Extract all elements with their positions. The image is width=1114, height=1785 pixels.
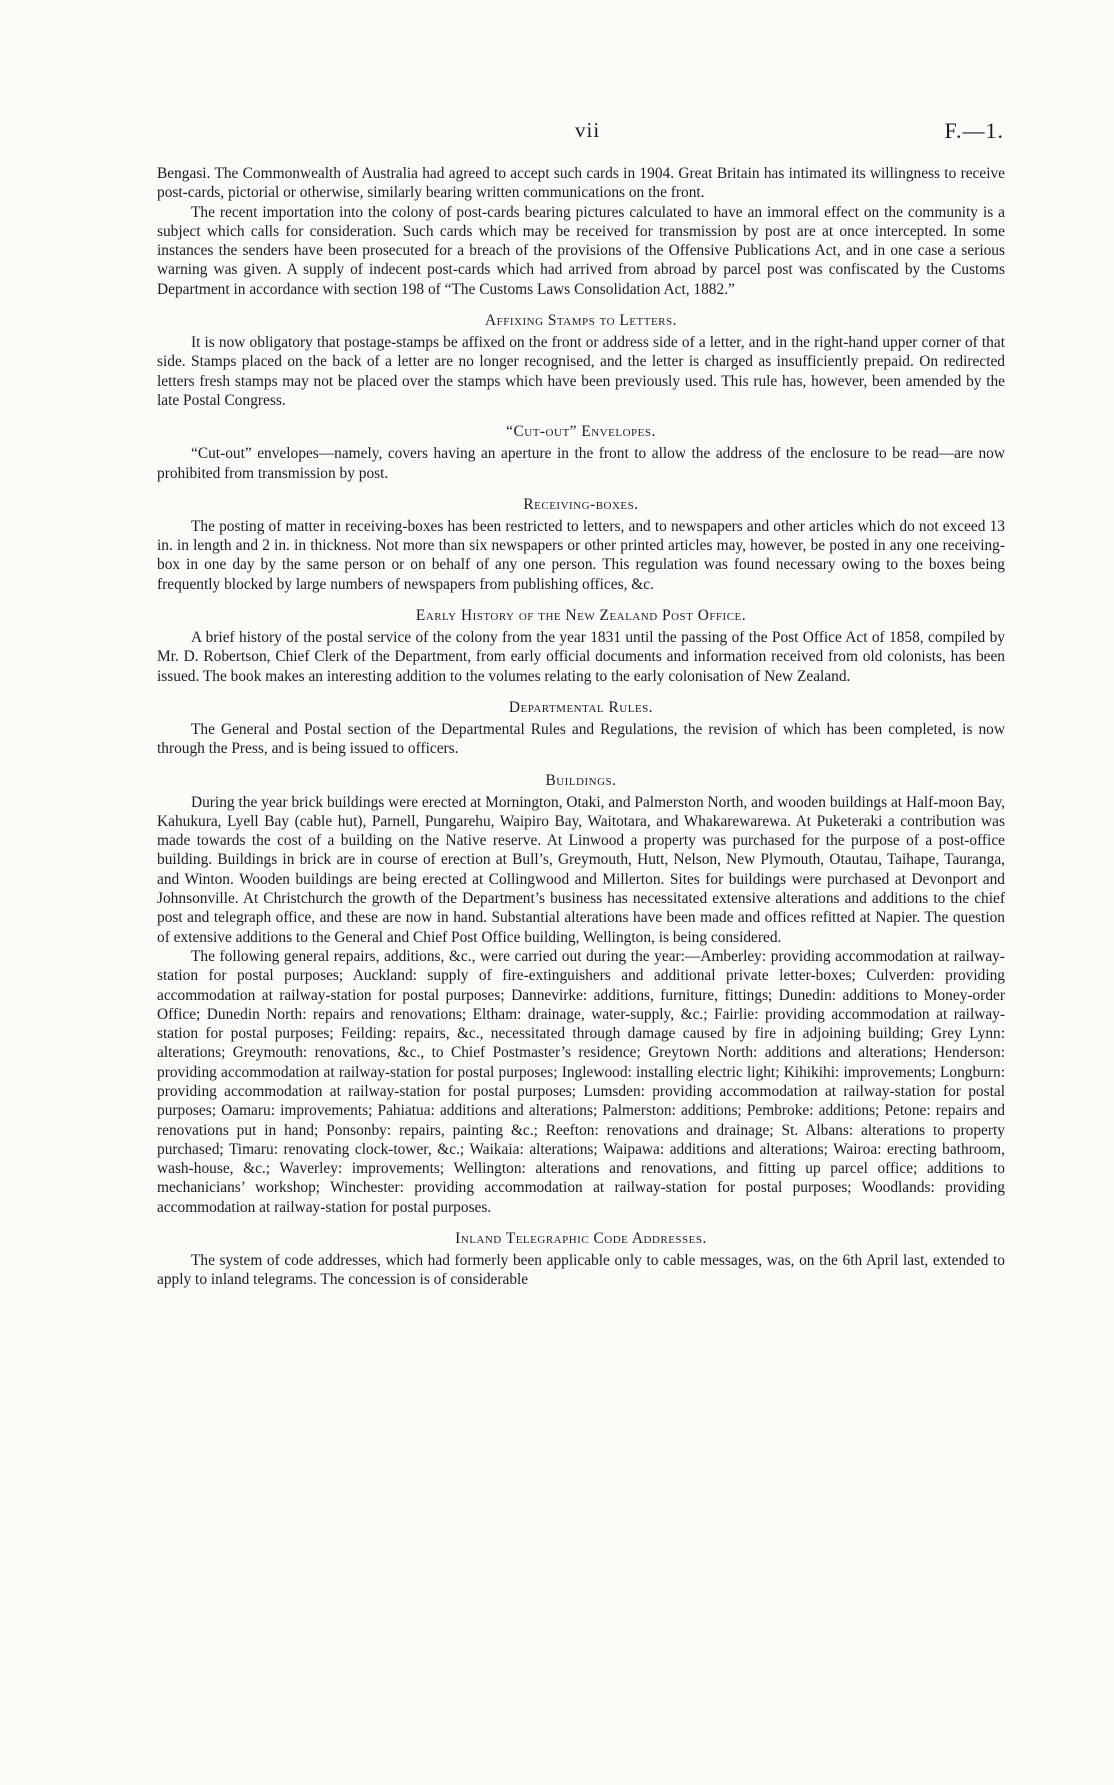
heading-departmental-rules: Departmental Rules. xyxy=(508,698,654,716)
document-body xyxy=(157,164,1005,1290)
document-reference: F.—1. xyxy=(944,118,1004,143)
paragraph-early-history: A brief history of the postal service of the colony from the year 1831 until the passing of the Post Office Act of 1858, compiled by Mr. D. Robertson, Chief Clerk of the Department, from early official documents and information received from old colonists, has been issued. The book makes an interesting addition to the volumes relating to the early colonisation of New Zealand. xyxy=(157,629,1005,685)
paragraph-general-repairs: The following general repairs, additions, &c., were carried out during the year:—Amberley: providing accommodation at railway-station for postal purposes; Auckland: supply of fire-extinguishers and additional private letter-boxes; Culverden: providing accommodation at railway-station for postal purposes; Dannevirke: additions, furniture, fittings; Dunedin: additions to Money-order Office; Dunedin North: repairs and renovations; Eltham: drainage, water-supply, &c.; Fairlie: providing accommodation at railway-station for postal purposes; Feilding: repairs, &c., necessitated through damage caused by fire in adjoining building; Grey Lynn: alterations; Greymouth: renovations, &c., to Chief Postmaster’s residence; Greytown North: additions and alterations; Henderson: providing accommodation at railway-station for postal purposes; Inglewood: installing electric light; Kihikihi: improvements; Longburn: providing accommodation at railway-station for postal purposes; Lumsden: providing accommodation at railway-station for postal purposes; Oamaru: improvements; Pahiatua: additions and alterations; Palmerston: additions; Pembroke: additions; Petone: repairs and renovations put in hand; Ponsonby: repairs, painting &c.; Reefton: renovations and drainage; St. Albans: alterations to property purchased; Timaru: renovating clock-tower, &c.; Waikaia: alterations; Waipawa: additions and alterations; Wairoa: erecting bathroom, wash-house, &c.; Waverley: improvements; Wellington: alterations and renovations, and fitting up parcel office; additions to mechanicians’ workshop; Winchester: providing accommodation at railway-station for postal purposes; Woodlands: providing accommodation at railway-station for postal purposes. xyxy=(157,947,1005,1216)
heading-affixing-stamps: Affixing Stamps to Letters. xyxy=(485,312,677,330)
paragraph-cut-out-envelopes: “Cut-out” envelopes—namely, covers having an aperture in the front to allow the address of the enclosure to be read—are now prohibited from transmission by post. xyxy=(157,445,1005,482)
paragraph-immoral-postcards: The recent importation into the colony of post-cards bearing pictures calculated to have an immoral effect on the community is a subject which calls for consideration. Such cards which may be received for transmission by post are at once intercepted. In some instances the senders have been prosecuted for a breach of the provisions of the Offensive Publications Act, and in one case a serious warning was given. A supply of indecent post-cards which had arrived from abroad by parcel post was confiscated by the Customs Department in accordance with section 198 of “The Customs Laws Consolidation Act, 1882.” xyxy=(157,203,1005,298)
paragraph-affixing-stamps: It is now obligatory that postage-stamps be affixed on the front or address side of a letter, and in the right-hand upper corner of that side. Stamps placed on the back of a letter are no longer recognised, and the letter is charged as insufficiently prepaid. On redirected letters fresh stamps may not be placed over the stamps which have been previously used. This rule has, however, been amended by the late Postal Congress. xyxy=(157,334,1005,409)
heading-buildings: Buildings. xyxy=(545,771,617,789)
heading-early-history: Early History of the New Zealand Post Office. xyxy=(415,607,747,625)
paragraph-departmental-rules: The General and Postal section of the Departmental Rules and Regulations, the revision of which has been completed, is now through the Press, and is being issued to officers. xyxy=(157,720,1005,758)
paragraph-intro: Bengasi. The Commonwealth of Australia had agreed to accept such cards in 1904. Great Britain has intimated its willingness to receive post-cards, pictorial or otherwise, similarly bearing written communications on the front. xyxy=(157,165,1005,202)
heading-cut-out-envelopes: “Cut-out” Envelopes. xyxy=(506,423,656,441)
heading-code-addresses: Inland Telegraphic Code Addresses. xyxy=(455,1230,707,1248)
paragraph-code-addresses: The system of code addresses, which had formerly been applicable only to cable messages, was, on the 6th April last, extended to apply to inland telegrams. The concession is of considerable xyxy=(157,1252,1005,1289)
heading-receiving-boxes: Receiving-boxes. xyxy=(523,495,639,513)
page-number: vii xyxy=(575,118,601,142)
paragraph-receiving-boxes: The posting of matter in receiving-boxes has been restricted to letters, and to newspapers and other articles which do not exceed 13 in. in length and 2 in. in thickness. Not more than six newspapers or other printed articles may, however, be posted in any one receiving-box in one day by the same person or on behalf of any one person. This regulation was found necessary owing to the boxes being frequently blocked by large numbers of newspapers from publishing offices, &c. xyxy=(157,517,1005,593)
paragraph-buildings: During the year brick buildings were erected at Mornington, Otaki, and Palmerston North, and wooden buildings at Half-moon Bay, Kahukura, Lyell Bay (cable hut), Parnell, Pungarehu, Waipiro Bay, Waitotara, and Whakarewarewa. At Puketeraki a contribution was made towards the cost of a building on the Native reserve. At Linwood a property was purchased for the purpose of a post-office building. Buildings in brick are in course of erection at Bull’s, Greymouth, Hutt, Nelson, New Plymouth, Otautau, Taihape, Tauranga, and Winton. Wooden buildings are being erected at Collingwood and Millerton. Sites for buildings were purchased at Devonport and Johnsonville. At Christchurch the growth of the Department’s business has necessitated extensive alterations and additions to the chief post and telegraph office, and these are now in hand. Substantial alterations have been made and offices refitted at Napier. The question of extensive additions to the General and Chief Post Office building, Wellington, is being considered. xyxy=(157,793,1005,946)
